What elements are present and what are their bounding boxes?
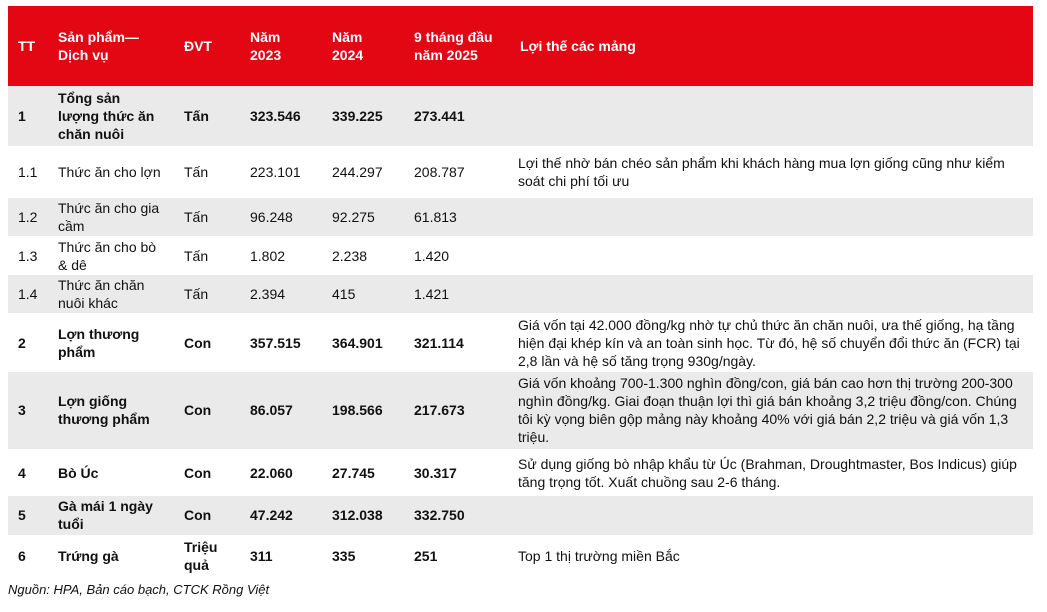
cell-advantage: Top 1 thị trường miền Bắc — [510, 536, 1033, 576]
table-row — [8, 86, 1033, 146]
cell-product: Lợn thương phẩm — [48, 314, 174, 372]
cell-2023: 223.101 — [240, 146, 322, 198]
cell-advantage: Lợi thế nhờ bán chéo sản phẩm khi khách hàng mua lợn giống cũng như kiểm soát chi phí tối ưu — [510, 146, 1033, 198]
cell-unit: Tấn — [174, 275, 240, 314]
table-row — [8, 146, 1033, 198]
cell-2023: 2.394 — [240, 275, 322, 314]
table-row — [8, 237, 1033, 276]
cell-advantage — [510, 275, 1033, 314]
cell-tt: 1 — [8, 86, 48, 146]
table-row — [8, 536, 1033, 576]
cell-unit: Con — [174, 496, 240, 536]
cell-tt: 1.1 — [8, 146, 48, 198]
cell-unit: Tấn — [174, 86, 240, 146]
cell-tt: 1.3 — [8, 237, 48, 276]
header-unit: ĐVT — [174, 6, 240, 86]
cell-2024: 335 — [322, 536, 404, 576]
cell-2023: 311 — [240, 536, 322, 576]
cell-2023: 357.515 — [240, 314, 322, 372]
cell-9m-2025: 208.787 — [404, 146, 510, 198]
table-row — [8, 275, 1033, 314]
cell-product: Lợn giống thương phẩm — [48, 372, 174, 450]
cell-tt: 3 — [8, 372, 48, 450]
cell-product: Thức ăn cho lợn — [48, 146, 174, 198]
cell-unit: Con — [174, 450, 240, 496]
cell-unit: Tấn — [174, 146, 240, 198]
cell-advantage: Giá vốn khoảng 700-1.300 nghìn đồng/con, giá bán cao hơn thị trường 200-300 nghìn đồng/kg. Giai đoạn thuận lợi thì giá bán khoảng 3,2 triệu đồng/con. Chúng tôi kỳ vọng biên gộp mảng này khoảng 40% với giá bán 2,2 triệu và giá vốn 1,3 triệu. — [510, 372, 1033, 450]
cell-9m-2025: 332.750 — [404, 496, 510, 536]
cell-tt: 6 — [8, 536, 48, 576]
table-row — [8, 496, 1033, 536]
cell-unit: Con — [174, 314, 240, 372]
table-row — [8, 450, 1033, 496]
cell-2023: 1.802 — [240, 237, 322, 276]
table-row — [8, 314, 1033, 372]
cell-2023: 22.060 — [240, 450, 322, 496]
header-2024: Năm 2024 — [322, 6, 404, 86]
header-advantage: Lợi thế các mảng — [510, 6, 1033, 86]
cell-tt: 2 — [8, 314, 48, 372]
cell-2024: 244.297 — [322, 146, 404, 198]
cell-tt: 5 — [8, 496, 48, 536]
cell-9m-2025: 321.114 — [404, 314, 510, 372]
table-row — [8, 372, 1033, 450]
header-2023: Năm 2023 — [240, 6, 322, 86]
cell-2024: 364.901 — [322, 314, 404, 372]
cell-product: Thức ăn cho bò & dê — [48, 237, 174, 276]
header-9m-2025: 9 tháng đầu năm 2025 — [404, 6, 510, 86]
cell-2023: 323.546 — [240, 86, 322, 146]
source-note: Nguồn: HPA, Bản cáo bạch, CTCK Rồng Việt — [8, 582, 270, 597]
cell-unit: Tấn — [174, 198, 240, 237]
header-product: Sản phẩm— Dịch vụ — [48, 6, 174, 86]
cell-advantage: Giá vốn tại 42.000 đồng/kg nhờ tự chủ thức ăn chăn nuôi, ưa thế giống, hạ tầng hiện đại khép kín và an toàn sinh học. Từ đó, hệ số chuyển đổi thức ăn (FCR) tại 2,8 lần và hệ số tăng trọng 930g/ngày. — [510, 314, 1033, 372]
cell-advantage — [510, 86, 1033, 146]
header-tt: TT — [8, 6, 48, 86]
cell-tt: 4 — [8, 450, 48, 496]
cell-9m-2025: 61.813 — [404, 198, 510, 237]
cell-product: Gà mái 1 ngày tuổi — [48, 496, 174, 536]
cell-product: Tổng sản lượng thức ăn chăn nuôi — [48, 86, 174, 146]
cell-2023: 96.248 — [240, 198, 322, 237]
cell-tt: 1.2 — [8, 198, 48, 237]
cell-advantage: Sử dụng giống bò nhập khẩu từ Úc (Brahman, Droughtmaster, Bos Indicus) giúp tăng trọng tốt. Xuất chuồng sau 2-6 tháng. — [510, 450, 1033, 496]
cell-9m-2025: 217.673 — [404, 372, 510, 450]
cell-product: Thức ăn chăn nuôi khác — [48, 275, 174, 314]
cell-advantage — [510, 198, 1033, 237]
cell-2024: 198.566 — [322, 372, 404, 450]
cell-2023: 86.057 — [240, 372, 322, 450]
cell-9m-2025: 30.317 — [404, 450, 510, 496]
cell-9m-2025: 1.421 — [404, 275, 510, 314]
table-row — [8, 198, 1033, 237]
cell-unit: Tấn — [174, 237, 240, 276]
cell-tt: 1.4 — [8, 275, 48, 314]
cell-product: Thức ăn cho gia cầm — [48, 198, 174, 237]
cell-2024: 339.225 — [322, 86, 404, 146]
cell-9m-2025: 251 — [404, 536, 510, 576]
cell-2023: 47.242 — [240, 496, 322, 536]
cell-9m-2025: 273.441 — [404, 86, 510, 146]
cell-2024: 2.238 — [322, 237, 404, 276]
cell-unit: Triệu quả — [174, 536, 240, 576]
table-header-row — [8, 6, 1033, 86]
cell-advantage — [510, 237, 1033, 276]
product-table — [8, 6, 1033, 576]
cell-advantage — [510, 496, 1033, 536]
cell-product: Bò Úc — [48, 450, 174, 496]
cell-2024: 92.275 — [322, 198, 404, 237]
cell-unit: Con — [174, 372, 240, 450]
cell-2024: 415 — [322, 275, 404, 314]
cell-product: Trứng gà — [48, 536, 174, 576]
cell-2024: 312.038 — [322, 496, 404, 536]
cell-9m-2025: 1.420 — [404, 237, 510, 276]
cell-2024: 27.745 — [322, 450, 404, 496]
